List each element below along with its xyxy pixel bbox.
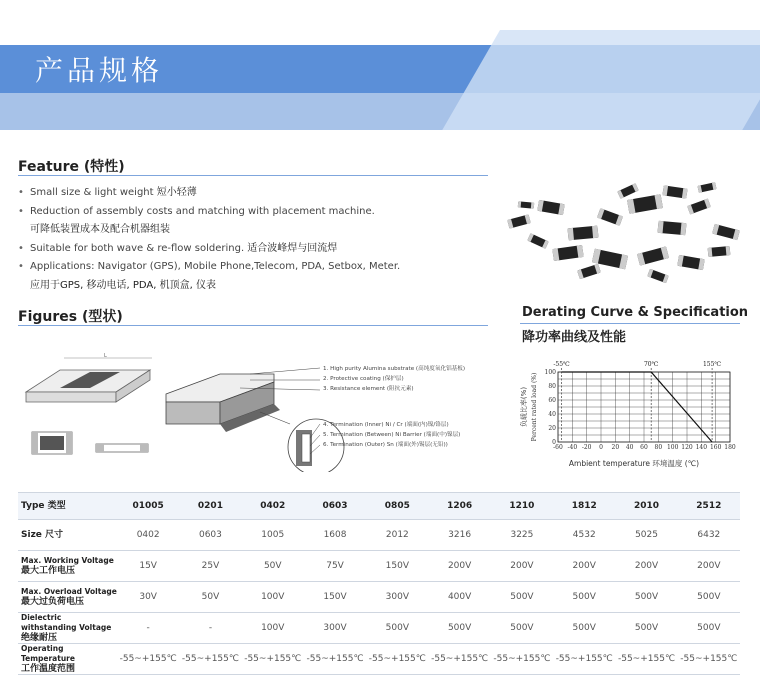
- spec-cell: 2512: [678, 493, 740, 520]
- chip-side-view: [96, 444, 148, 452]
- chip-resistors-image: [498, 172, 748, 284]
- x-tick-label: 80: [654, 444, 663, 451]
- x-tick-label: -20: [581, 444, 592, 451]
- spec-label-en: Operating Temperature: [21, 644, 75, 663]
- chip-resistor: [577, 264, 601, 279]
- spec-cell: 1210: [491, 493, 553, 520]
- spec-cell: 500V: [615, 613, 677, 644]
- spec-cell: -55~+155℃: [117, 644, 179, 675]
- spec-cell: 15V: [117, 551, 179, 582]
- spec-cell: 30V: [117, 582, 179, 613]
- feature-title: Feature (特性): [18, 159, 125, 175]
- feature-item: [18, 221, 498, 240]
- x-tick-label: -60: [553, 444, 563, 451]
- spec-cell: -: [179, 613, 241, 644]
- spec-cell: 400V: [428, 582, 490, 613]
- spec-label-en: Max. Working Voltage: [21, 556, 114, 565]
- temperature-marker-label: 70℃: [643, 361, 659, 368]
- spec-cell: 1608: [304, 520, 366, 551]
- spec-row-label: [18, 644, 117, 675]
- banner: [0, 0, 760, 130]
- chip-resistor: [518, 201, 534, 208]
- spec-row: [18, 520, 740, 551]
- spec-cell: 300V: [304, 613, 366, 644]
- svg-text:L: L: [104, 353, 107, 359]
- y-axis-label-cn: 负载比率(%): [520, 386, 528, 428]
- chip-resistor: [658, 221, 687, 235]
- chip-resistor: [697, 182, 716, 193]
- spec-cell: 200V: [553, 551, 615, 582]
- chip-perspective-drawing: [26, 353, 152, 402]
- feature-rule: [18, 175, 488, 176]
- spec-cell: 6432: [678, 520, 740, 551]
- feature-item-en: Suitable for both wave & re-flow soldering.: [30, 242, 245, 254]
- chip-resistor: [527, 233, 549, 249]
- spec-cell: 50V: [242, 551, 304, 582]
- spec-cell: 100V: [242, 613, 304, 644]
- spec-row: [18, 644, 740, 675]
- spec-table: [18, 492, 740, 675]
- spec-cell: 1005: [242, 520, 304, 551]
- temperature-marker-label: -55℃: [553, 361, 570, 368]
- spec-cell: 500V: [553, 613, 615, 644]
- spec-cell: 25V: [179, 551, 241, 582]
- spec-cell: -: [117, 613, 179, 644]
- spec-cell: 0402: [242, 493, 304, 520]
- x-tick-label: 120: [681, 444, 693, 451]
- y-tick-label: 60: [548, 397, 556, 404]
- chip-resistor: [637, 246, 669, 265]
- spec-cell: 01005: [117, 493, 179, 520]
- spec-cell: -55~+155℃: [491, 644, 553, 675]
- y-axis-label-en: Percent rated load (%): [531, 372, 538, 442]
- y-tick-label: 0: [552, 439, 556, 446]
- spec-cell: 0402: [117, 520, 179, 551]
- chip-resistor: [662, 185, 687, 198]
- figures-title: Figures (型状): [18, 309, 123, 325]
- chip-resistor: [627, 194, 663, 214]
- resistor-structure-figure: [20, 352, 500, 472]
- spec-cell: 3225: [491, 520, 553, 551]
- spec-cell: 500V: [366, 613, 428, 644]
- spec-cell: 500V: [678, 613, 740, 644]
- feature-item-cn: 可降低装置成本及配合机器组装: [30, 224, 170, 235]
- spec-cell: -55~+155℃: [615, 644, 677, 675]
- spec-cell: 200V: [491, 551, 553, 582]
- spec-cell: 2010: [615, 493, 677, 520]
- spec-cell: 500V: [615, 582, 677, 613]
- derating-rule: [520, 323, 740, 324]
- spec-row: [18, 613, 740, 644]
- chip-resistor: [617, 183, 639, 199]
- figure-label: 4. Termination (Inner) Ni / Cr (端面(内)镍/铬层): [323, 422, 449, 428]
- feature-item-en: Small size & light weight: [30, 187, 154, 198]
- spec-cell: 100V: [242, 582, 304, 613]
- x-tick-label: 0: [599, 444, 603, 451]
- chip-top-view: [32, 432, 72, 454]
- spec-cell: 0201: [179, 493, 241, 520]
- spec-cell: 150V: [366, 551, 428, 582]
- spec-cell: 500V: [553, 582, 615, 613]
- chip-resistor: [677, 255, 705, 270]
- x-tick-label: 180: [724, 444, 736, 451]
- feature-item: [18, 240, 498, 259]
- bullet-icon: •: [18, 187, 24, 198]
- chip-resistor: [647, 269, 669, 283]
- spec-cell: 500V: [491, 613, 553, 644]
- spec-cell: 5025: [615, 520, 677, 551]
- x-tick-label: 160: [709, 444, 722, 451]
- spec-cell: 2012: [366, 520, 428, 551]
- spec-row-label: [18, 520, 117, 551]
- feature-item: [18, 277, 498, 296]
- spec-label-cn: 绝缘耐压: [21, 633, 58, 643]
- chip-resistor: [687, 199, 711, 215]
- spec-cell: 200V: [428, 551, 490, 582]
- y-tick-label: 100: [544, 369, 556, 376]
- bullet-icon: •: [18, 261, 24, 272]
- spec-label-cn: 最大过负荷电压: [21, 597, 85, 607]
- figures-rule: [18, 325, 488, 326]
- x-tick-label: 100: [666, 444, 679, 451]
- spec-cell: 500V: [678, 582, 740, 613]
- figure-label: 6. Termination (Outer) Sn (端面(外)锡层(无铅)): [323, 442, 448, 448]
- figure-label: 2. Protective coating (保护层): [323, 376, 404, 382]
- x-axis-label: Ambient temperature 环境温度 (℃): [568, 459, 700, 468]
- feature-item-en: Applications: Navigator (GPS), Mobile Phone,Telecom, PDA, Setbox, Meter.: [30, 261, 401, 272]
- feature-item: [18, 258, 498, 277]
- x-tick-label: 40: [625, 444, 634, 451]
- feature-item: [18, 184, 498, 203]
- x-tick-label: 20: [611, 444, 620, 451]
- chip-resistor: [552, 245, 583, 261]
- spec-cell: 200V: [678, 551, 740, 582]
- feature-item-cn: 应用于GPS, 移动电话, PDA, 机顶盒, 仪表: [30, 279, 216, 291]
- chip-resistor: [537, 200, 565, 215]
- page-title: 产品规格: [35, 54, 164, 87]
- spec-cell: 200V: [615, 551, 677, 582]
- spec-row: [18, 551, 740, 582]
- spec-row-label: [18, 582, 117, 613]
- spec-label-cn: 类型: [44, 501, 66, 511]
- spec-cell: 4532: [553, 520, 615, 551]
- derating-curve-chart: [518, 360, 750, 475]
- chip-resistor: [708, 246, 731, 257]
- spec-cell: -55~+155℃: [553, 644, 615, 675]
- spec-cell: 50V: [179, 582, 241, 613]
- feature-item: [18, 203, 498, 222]
- spec-cell: 150V: [304, 582, 366, 613]
- spec-cell: -55~+155℃: [366, 644, 428, 675]
- y-tick-label: 80: [548, 383, 556, 390]
- spec-cell: -55~+155℃: [242, 644, 304, 675]
- feature-item-en: Reduction of assembly costs and matching with placement machine.: [30, 205, 375, 217]
- spec-label-en: Dielectric withstanding Voltage: [21, 613, 112, 632]
- spec-cell: 0603: [304, 493, 366, 520]
- spec-cell: 500V: [491, 582, 553, 613]
- spec-row-label: [18, 493, 117, 520]
- spec-label-cn: 工作温度范围: [21, 664, 76, 674]
- chip-resistor: [507, 214, 531, 228]
- chip-resistor: [597, 208, 623, 226]
- spec-cell: -55~+155℃: [678, 644, 740, 675]
- chip-cross-section: [166, 368, 344, 472]
- bullet-icon: •: [18, 205, 24, 217]
- spec-cell: -55~+155℃: [304, 644, 366, 675]
- spec-cell: -55~+155℃: [428, 644, 490, 675]
- y-tick-label: 20: [548, 425, 556, 432]
- spec-cell: -55~+155℃: [179, 644, 241, 675]
- derating-title-cn: 降功率曲线及性能: [522, 330, 627, 345]
- spec-row-label: [18, 551, 117, 582]
- spec-cell: 1812: [553, 493, 615, 520]
- spec-label-cn: 最大工作电压: [21, 566, 76, 576]
- spec-label-en: Max. Overload Voltage: [21, 587, 117, 596]
- spec-cell: 500V: [428, 613, 490, 644]
- spec-row-label: [18, 613, 117, 644]
- banner-decoration: [442, 30, 760, 130]
- spec-label-en: Size: [21, 530, 42, 540]
- temperature-marker-label: 155℃: [702, 361, 722, 368]
- spec-cell: 0603: [179, 520, 241, 551]
- figure-label: 1. High purity Alumina substrate (高纯度氧化铝基板): [323, 366, 466, 372]
- spec-label-cn: 尺寸: [41, 530, 64, 540]
- spec-cell: 300V: [366, 582, 428, 613]
- chip-resistor: [568, 226, 599, 241]
- figure-label: 3. Resistance element (阻抗元素): [323, 386, 414, 392]
- spec-label-en: Type: [21, 501, 45, 511]
- x-tick-label: 140: [695, 444, 708, 451]
- figure-label: 5. Termination (Between) Ni Barrier (端面(中)镍层): [323, 432, 461, 438]
- feature-item-cn: 适合波峰焊与回流焊: [244, 242, 338, 254]
- spec-cell: 0805: [366, 493, 428, 520]
- feature-item-cn: 短小轻薄: [153, 187, 197, 198]
- x-tick-label: -40: [567, 444, 578, 451]
- x-tick-label: 60: [640, 444, 648, 451]
- spec-row: [18, 582, 740, 613]
- feature-list: [18, 184, 498, 295]
- spec-cell: 1206: [428, 493, 490, 520]
- spec-row: [18, 493, 740, 520]
- derating-title-en: Derating Curve & Specification: [522, 305, 749, 320]
- bullet-icon: •: [18, 242, 24, 254]
- y-tick-label: 40: [548, 411, 556, 418]
- chip-resistor: [712, 224, 740, 240]
- spec-cell: 75V: [304, 551, 366, 582]
- spec-cell: 3216: [428, 520, 490, 551]
